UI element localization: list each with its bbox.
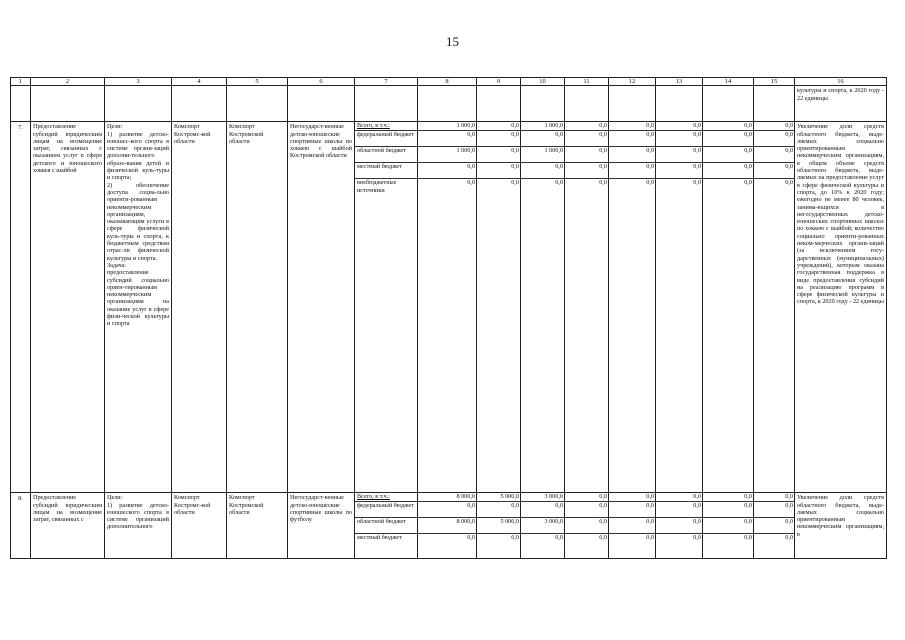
value-cell: 0,0: [744, 179, 752, 187]
value-cell: 0,0: [754, 131, 794, 147]
value-cell: 0,0: [477, 122, 520, 131]
value-cell: 0,0: [565, 147, 608, 163]
value-col-11: [565, 493, 609, 559]
value-cell: 0,0: [754, 163, 794, 179]
measure-name: Предоставление субсидий юридическим лицам на возмещение затрат, связанных с: [31, 493, 105, 559]
value-cell: 5 000,0: [477, 518, 520, 534]
value-cell: 0,0: [477, 163, 520, 179]
value-cell: 0,0: [703, 518, 753, 534]
value-cell: 0,0: [609, 131, 655, 147]
page-number: 15: [446, 34, 459, 49]
value-col-8: [418, 493, 477, 559]
table-row: [11, 493, 887, 559]
funding-sources: [355, 493, 418, 559]
value-cell: 0,0: [656, 131, 702, 147]
value-cell: 0,0: [467, 534, 475, 542]
value-cell: 0,0: [418, 163, 476, 179]
col-num: 14: [703, 78, 754, 86]
source-regional: областной бюджет: [355, 518, 417, 534]
recipient: Негосударст-венные детско-юношеские спортивные школы по футболу: [288, 493, 355, 559]
value-cell: 0,0: [477, 147, 520, 163]
value-col-15: [754, 493, 795, 559]
value-cell: 0,0: [703, 147, 753, 163]
value-cell: 0,0: [565, 518, 608, 534]
executor: Комспорт Костромс-кой области: [172, 122, 227, 493]
value-col-9: [477, 493, 521, 559]
value-cell: 0,0: [656, 502, 702, 518]
value-cell: 0,0: [754, 493, 794, 502]
expected-result: Увеличение доли средств областного бюджета, выде-ляемых социально ориентированным некоммерческим организациям, в общем объеме средств областного бюджета, выде-ляемых на предоставление услуг в сфере физической культуры и спорта, до 10% к 2020 году; ежегодно не менее 80 человек, занима-ющихся в негосударственных детско-юношеских спортивных школах по хоккею с шайбой; количество социально ориенти-рованных неком-мерческих органи-заций (за исключением госу-дарственных (муниципальных) учреждений), которым оказана государственная поддержка в виде предоставления субсидий на реализацию программ в сфере физической культуры и спорта, к 2020 году - 22 единицы: [795, 122, 887, 493]
value-cell: 0,0: [609, 147, 655, 163]
value-cell: 0,0: [555, 534, 563, 542]
value-cell: 0,0: [565, 163, 608, 179]
value-cell: 3 000,0: [521, 493, 564, 502]
value-cell: 0,0: [609, 502, 655, 518]
source-total: Всего, в т.ч.:: [355, 122, 417, 131]
admin: Комспорт Костромской области: [227, 122, 288, 493]
value-cell: 0,0: [656, 518, 702, 534]
value-cell: 0,0: [703, 502, 753, 518]
value-cell: 0,0: [521, 163, 564, 179]
value-cell: 1 000,0: [521, 147, 564, 163]
measure-goals: Цели: 1) развитие детско-юношес-кого спорта в системе органи-заций дополни-тельного образо-вания детей и физической куль-туры и спорта; 2) обеспечение доступа социа-льно ориенти-рованным некоммерческим организациям, оказывающим услуги в сфере физической куль-туры и спорта, к бюджетным средствам отрас-ли физической культуры и спорта. Задача: предоставление субсидий социально ориен-тированным некоммерческим организациям на оказание услуг в сфере физи-ческой культуры и спорта: [105, 122, 172, 493]
value-cell: 0,0: [599, 179, 607, 187]
value-cell: 0,0: [565, 122, 608, 131]
value-cell: 0,0: [693, 534, 701, 542]
value-cell: 0,0: [754, 518, 794, 534]
value-cell: 0,0: [609, 122, 655, 131]
measure-name: Предоставление субсидий юридическим лицам на возмещение затрат, связанных с оказанием услуг в сфере детского и юношеского хоккея с шайбой: [31, 122, 105, 493]
col-num: 13: [656, 78, 703, 86]
value-col-10: [521, 493, 565, 559]
value-cell: 0,0: [477, 502, 520, 518]
value-cell: 0,0: [521, 502, 564, 518]
value-cell: 5 000,0: [477, 493, 520, 502]
value-cell: 0,0: [609, 493, 655, 502]
value-cell: 0,0: [656, 147, 702, 163]
value-cell: 0,0: [646, 534, 654, 542]
row-number: 7.: [11, 122, 31, 493]
col-num: 12: [609, 78, 656, 86]
value-cell: 0,0: [565, 493, 608, 502]
value-cell: 0,0: [418, 131, 476, 147]
value-cell: 0,0: [703, 163, 753, 179]
value-cell: 1 000,0: [418, 147, 476, 163]
value-cell: 0,0: [693, 179, 701, 187]
value-cell: 3 000,0: [521, 518, 564, 534]
program-table: [10, 77, 887, 559]
funding-sources: [355, 122, 418, 493]
value-cell: 8 000,0: [418, 518, 476, 534]
value-cell: 0,0: [467, 179, 475, 187]
value-cell: 0,0: [565, 131, 608, 147]
expected-result: Увеличение доли средств областного бюджета, выде-ляемых социально ориентированным некоммерческим организациям, в: [795, 493, 887, 559]
value-col-13: [656, 493, 703, 559]
value-cell: 0,0: [565, 502, 608, 518]
value-cell: 0,0: [646, 179, 654, 187]
value-col-12: [609, 493, 656, 559]
source-total: Всего, в т.ч.:: [355, 493, 417, 502]
table-row: [11, 122, 887, 493]
source-federal: федеральный бюджет: [355, 502, 417, 518]
value-col-15: [754, 122, 795, 493]
value-cell: 0,0: [609, 518, 655, 534]
col-num: 4: [172, 78, 227, 86]
value-col-12: [609, 122, 656, 493]
value-cell: 0,0: [703, 493, 753, 502]
prev-result-tail: культуры и спорта, к 2020 году - 22 единицы: [795, 86, 887, 122]
source-local: местный бюджет: [357, 534, 402, 542]
value-cell: 8 000,0: [418, 493, 476, 502]
value-cell: 0,0: [785, 534, 793, 542]
value-cell: 0,0: [609, 163, 655, 179]
value-col-14: [703, 122, 754, 493]
admin: Комспорт Костромской области: [227, 493, 288, 559]
col-num: 6: [288, 78, 355, 86]
col-num: 16: [795, 78, 887, 86]
value-cell: 0,0: [521, 131, 564, 147]
value-col-11: [565, 122, 609, 493]
value-col-13: [656, 122, 703, 493]
value-cell: 0,0: [703, 131, 753, 147]
executor: Комспорт Костромс-кой области: [172, 493, 227, 559]
value-cell: 0,0: [418, 502, 476, 518]
measure-goals: Цели: 1) развитие детско-юношеского спорта в системе организаций дополнительного: [105, 493, 172, 559]
value-cell: 0,0: [477, 131, 520, 147]
value-cell: 0,0: [744, 534, 752, 542]
source-local: местный бюджет: [355, 163, 417, 179]
value-cell: 0,0: [703, 122, 753, 131]
source-regional: областной бюджет: [355, 147, 417, 163]
value-cell: 0,0: [754, 147, 794, 163]
col-num: 1: [11, 78, 31, 86]
col-num: 10: [521, 78, 565, 86]
col-num: 2: [31, 78, 105, 86]
value-cell: 0,0: [511, 534, 519, 542]
col-num: 9: [477, 78, 521, 86]
col-num: 7: [355, 78, 418, 86]
value-col-10: [521, 122, 565, 493]
value-cell: 0,0: [656, 122, 702, 131]
value-cell: 0,0: [511, 179, 519, 187]
value-col-9: [477, 122, 521, 493]
col-num: 8: [418, 78, 477, 86]
source-extrabudget: внебюджетные источники: [357, 179, 397, 194]
value-cell: 0,0: [656, 163, 702, 179]
col-num: 15: [754, 78, 795, 86]
col-num: 3: [105, 78, 172, 86]
value-cell: 0,0: [754, 122, 794, 131]
value-cell: 0,0: [785, 179, 793, 187]
row-number: 8.: [11, 493, 31, 559]
recipient: Негосударст-венные детско-юношеские спортивные школы по хоккею с шайбой Костромской области: [288, 122, 355, 493]
column-number-row: [11, 78, 887, 86]
value-cell: 0,0: [656, 493, 702, 502]
source-federal: федеральный бюджет: [355, 131, 417, 147]
continuation-row: [11, 86, 887, 122]
value-cell: 1 000,0: [521, 122, 564, 131]
value-cell: 0,0: [555, 179, 563, 187]
value-col-8: [418, 122, 477, 493]
col-num: 11: [565, 78, 609, 86]
value-cell: 0,0: [754, 502, 794, 518]
value-col-14: [703, 493, 754, 559]
col-num: 5: [227, 78, 288, 86]
value-cell: 0,0: [599, 534, 607, 542]
value-cell: 1 000,0: [418, 122, 476, 131]
